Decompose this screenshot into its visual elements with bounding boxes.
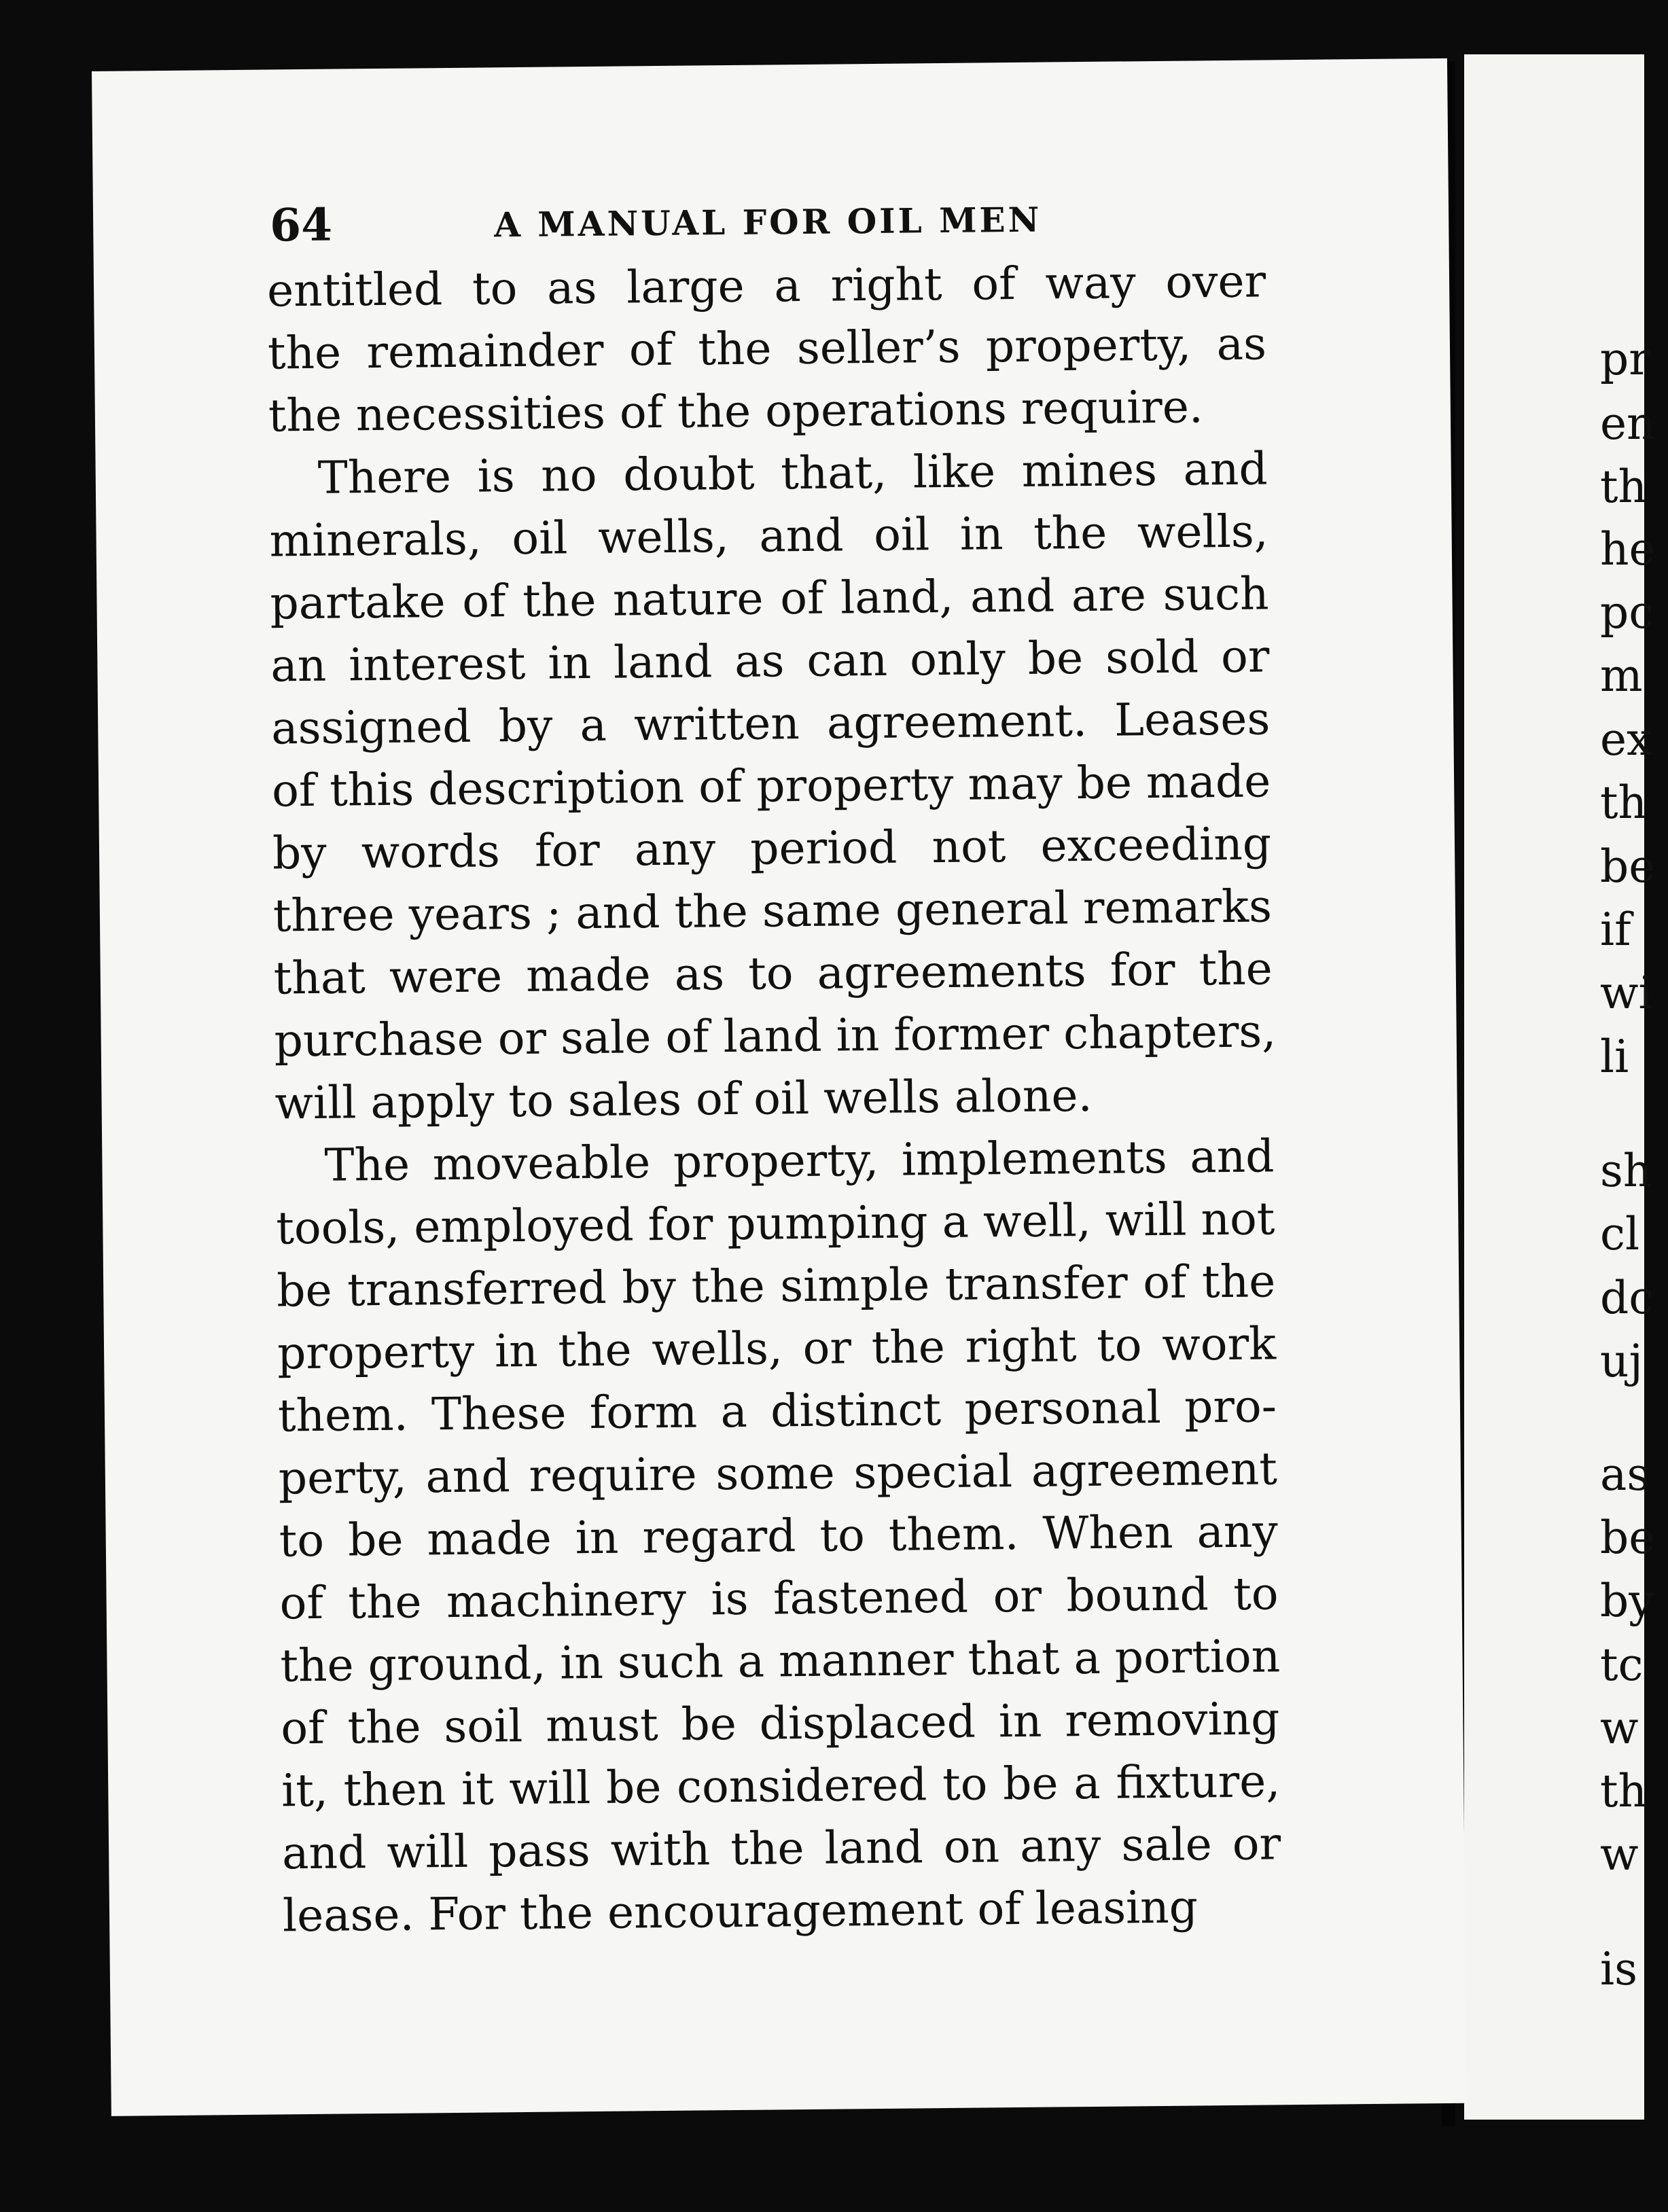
text-line: will apply to sales of oil wells alone. bbox=[274, 1069, 1093, 1130]
text-line: of the machinery is fastened or bound to bbox=[279, 1567, 1279, 1630]
body-text bbox=[267, 250, 1282, 1947]
page-number: 64 bbox=[269, 198, 333, 252]
facing-page bbox=[1464, 54, 1656, 2120]
text-line: assigned by a written agreement. Leases bbox=[270, 692, 1271, 755]
text-line: tools, employed for pumping a well, will not bbox=[275, 1192, 1275, 1255]
facing-page-fragment: be bbox=[1600, 1512, 1656, 1564]
facing-page-fragment: tc bbox=[1600, 1639, 1644, 1691]
facing-page-fragment: th bbox=[1600, 777, 1648, 829]
text-line: of the soil must be displaced in removing bbox=[281, 1692, 1280, 1755]
page-header bbox=[270, 176, 1222, 253]
text-line: and will pass with the land on any sale or bbox=[281, 1817, 1281, 1880]
paragraph bbox=[275, 1125, 1281, 1947]
facing-page-fragment: m bbox=[1600, 649, 1643, 702]
facing-page-fragment: uj bbox=[1600, 1335, 1643, 1387]
facing-page-fragment: dc bbox=[1600, 1272, 1654, 1324]
text-line: the necessities of the operations require. bbox=[268, 380, 1204, 442]
text-line: There is no doubt that, like mines and bbox=[317, 442, 1268, 504]
text-line: lease. For the encouragement of leasing bbox=[282, 1880, 1199, 1942]
paragraph bbox=[267, 250, 1268, 447]
facing-page-fragment: th bbox=[1600, 1765, 1648, 1817]
text-line: perty, and require some special agreement bbox=[278, 1442, 1278, 1505]
facing-page-fragment: wi bbox=[1600, 967, 1653, 1019]
left-page bbox=[92, 58, 1467, 2116]
text-line: them. These form a distinct personal pro- bbox=[277, 1380, 1277, 1442]
facing-page-fragment: w bbox=[1600, 1828, 1639, 1880]
paragraph bbox=[268, 438, 1277, 1135]
text-line: purchase or sale of land in former chapters, bbox=[274, 1005, 1277, 1067]
text-line: the remainder of the seller’s property, as bbox=[267, 317, 1267, 380]
facing-page-fragment: cl bbox=[1600, 1208, 1640, 1260]
text-line: The moveable property, implements and bbox=[324, 1130, 1275, 1192]
text-line: an interest in land as can only be sold or bbox=[270, 630, 1270, 692]
facing-page-fragment: pc bbox=[1600, 586, 1654, 639]
text-line: partake of the nature of land, and are such bbox=[270, 567, 1269, 630]
facing-page-fragment: ex bbox=[1600, 713, 1652, 766]
facing-page-fragment: if bbox=[1600, 904, 1631, 956]
text-line: that were made as to agreements for the bbox=[273, 942, 1273, 1005]
facing-page-fragment: en bbox=[1600, 397, 1656, 450]
text-line: property in the wells, or the right to work bbox=[277, 1317, 1277, 1380]
text-line: of this description of property may be made bbox=[271, 755, 1271, 817]
text-line: it, then it will be considered to be a fixture, bbox=[281, 1755, 1281, 1817]
text-line: three years ; and the same general remarks bbox=[272, 880, 1273, 942]
facing-page-fragment: li bbox=[1600, 1031, 1629, 1083]
text-line: be transferred by the simple transfer of the bbox=[276, 1255, 1276, 1317]
text-line: the ground, in such a manner that a portion bbox=[280, 1630, 1281, 1692]
facing-page-fragment: as bbox=[1600, 1448, 1650, 1501]
text-line: by words for any period not exceeding bbox=[272, 817, 1272, 880]
text-line: minerals, oil wells, and oil in the wells, bbox=[269, 505, 1268, 567]
running-head: A MANUAL FOR OIL MEN bbox=[493, 199, 1042, 245]
facing-page-fragment: pr bbox=[1600, 333, 1650, 385]
facing-page-fragment: is bbox=[1600, 1943, 1637, 1995]
facing-page-fragment: by bbox=[1600, 1575, 1654, 1627]
text-line: to be made in regard to them. When any bbox=[279, 1505, 1279, 1567]
facing-page-fragment: he bbox=[1600, 523, 1656, 575]
facing-page-fragment: sh bbox=[1600, 1145, 1652, 1197]
facing-page-fragment: be bbox=[1600, 840, 1656, 893]
facing-page-fragment: th bbox=[1600, 461, 1648, 513]
text-line: entitled to as large a right of way over bbox=[266, 255, 1266, 317]
facing-page-fragment: w bbox=[1600, 1702, 1639, 1754]
